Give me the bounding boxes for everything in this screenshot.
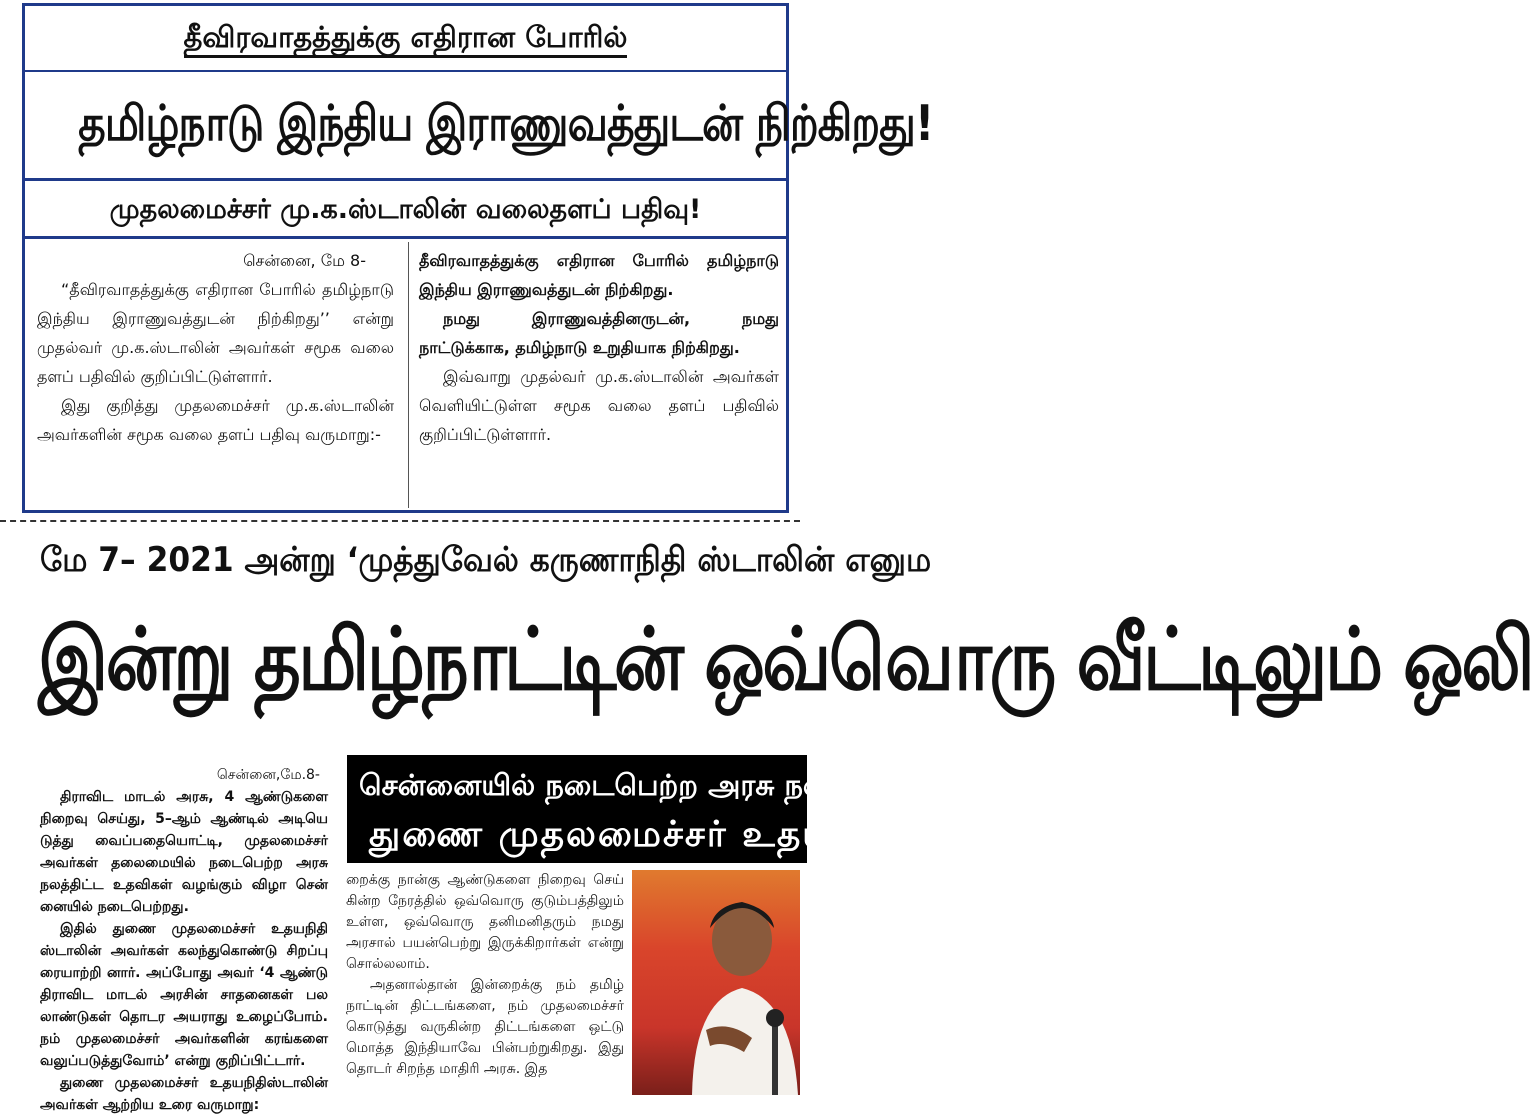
left-column: [37, 246, 394, 449]
paragraph: றைக்கு நான்கு ஆண்டுகளை நிறைவு செய் கின்ற நேரத்தில் ஒவ்வொரு குடும்பத்திலும் உள்ள, ஒவ்வொரு தனிமனிதரும் நமது அரசால் பயன்பெற்று இருக்கிறார்கள் என்று சொல்லலாம்.: [346, 872, 624, 972]
dashed-separator: [0, 520, 800, 522]
lower-top-line: மே 7– 2021 அன்று ‘முத்துவேல் கருணாநிதி ஸ்டாலின் எனும: [40, 540, 932, 580]
column-divider: [408, 242, 409, 508]
article-headline: தமிழ்நாடு இந்திய இராணுவத்துடன் நிற்கிறது!: [78, 95, 934, 152]
speaker-photo-illustration: [632, 870, 800, 1095]
paragraph: திராவிட மாடல் அரசு, 4 ஆண்டுகளை நிறைவு செய்து, 5–ஆம் ஆண்டில் அடியெ டுத்து வைப்பதையொட்டி, முதலமைச்சர் அவர்கள் தலைமையில் நடைபெற்ற அரசு நலத்திட்ட உதவிகள் வழங்கும் விழா சென் னையில் நடைபெற்றது.: [40, 789, 328, 915]
top-article-box: [22, 3, 934, 513]
paragraph: துணை முதலமைச்சர் உதயநிதிஸ்டாலின் அவர்கள் ஆற்றிய உரை வருமாறு:: [40, 1075, 328, 1113]
black-banner: [347, 755, 846, 863]
dateline: சென்னை, மே 8-: [243, 251, 366, 270]
paragraph: இவ்வாறு முதல்வர் மு.க.ஸ்டாலின் அவர்கள் வெளியிட்டுள்ள சமூக வலை தளப் பதிவில் குறிப்பிட்டுள்ளார்.: [419, 367, 779, 444]
lower-middle-column: [346, 870, 624, 1080]
divider: [25, 236, 786, 239]
paragraph: இதில் துணை முதலமைச்சர் உதயநிதி ஸ்டாலின் அவர்கள் கலந்துகொண்டு சிறப்பு ரையாற்றி னார். அப்போது அவர் ‘4 ஆண்டு திராவிட மாடல் அரசின் சாதனைகள் பல லாண்டுகள் தொடர அயராது உழைப்போம். நம் முதலமைச்சர் அவர்களின் கரங்களை வலுப்படுத்துவோம்’ என்று குறிப்பிட்டார்.: [40, 921, 328, 1069]
article-subhead: முதலமைச்சர் மு.க.ஸ்டாலின் வலைதளப் பதிவு!: [109, 194, 702, 225]
article-kicker: [25, 20, 786, 54]
dateline: சென்னை,மே.8-: [216, 767, 320, 783]
divider: [25, 178, 786, 181]
divider: [25, 70, 786, 72]
banner-line: சென்னையில் நடைபெற்ற அரசு நலத: [359, 768, 846, 802]
bold-paragraph: தீவிரவாதத்துக்கு எதிரான போரில் தமிழ்நாடு இந்திய இராணுவத்துடன் நிற்கிறது.: [419, 251, 779, 299]
right-column: [419, 246, 779, 449]
paragraph: “தீவிரவாதத்துக்கு எதிரான போரில் தமிழ்நாடு இந்திய இராணுவத்துடன் நிற்கிறது’’ என்று முதல்வர் மு.க.ஸ்டாலின் அவர்கள் சமூக வலை தளப் பதிவில் குறிப்பிட்டுள்ளார்.: [37, 280, 394, 386]
bold-paragraph: நமது இராணுவத்தினருடன், நமது நாட்டுக்காக, தமிழ்நாடு உறுதியாக நிற்கிறது.: [419, 309, 779, 357]
paragraph: இது குறித்து முதலமைச்சர் மு.க.ஸ்டாலின் அவர்களின் சமூக வலை தளப் பதிவு வருமாறு:-: [37, 396, 394, 444]
paragraph: அதனால்தான் இன்றைக்கு நம் தமிழ் நாட்டின் திட்டங்களை, நம் முதலமைச்சர் கொடுத்து வருகின்ற திட்டங்களை ஒட்டு மொத்த இந்தியாவே பின்பற்றுகிறது. இது தொடர் சிறந்த மாதிரி அரசு. இத: [346, 977, 624, 1077]
lower-big-headline: இன்று தமிழ்நாட்டின் ஒவ்வொரு வீட்டிலும் ஒலி: [38, 610, 1532, 710]
speaker-photo: [632, 870, 800, 1095]
lower-left-column: [40, 764, 328, 1116]
banner-line: துணை முதலமைச்சர் உதய: [369, 814, 836, 855]
kicker-text: தீவிரவாதத்துக்கு எதிரான போரில்: [184, 20, 628, 58]
